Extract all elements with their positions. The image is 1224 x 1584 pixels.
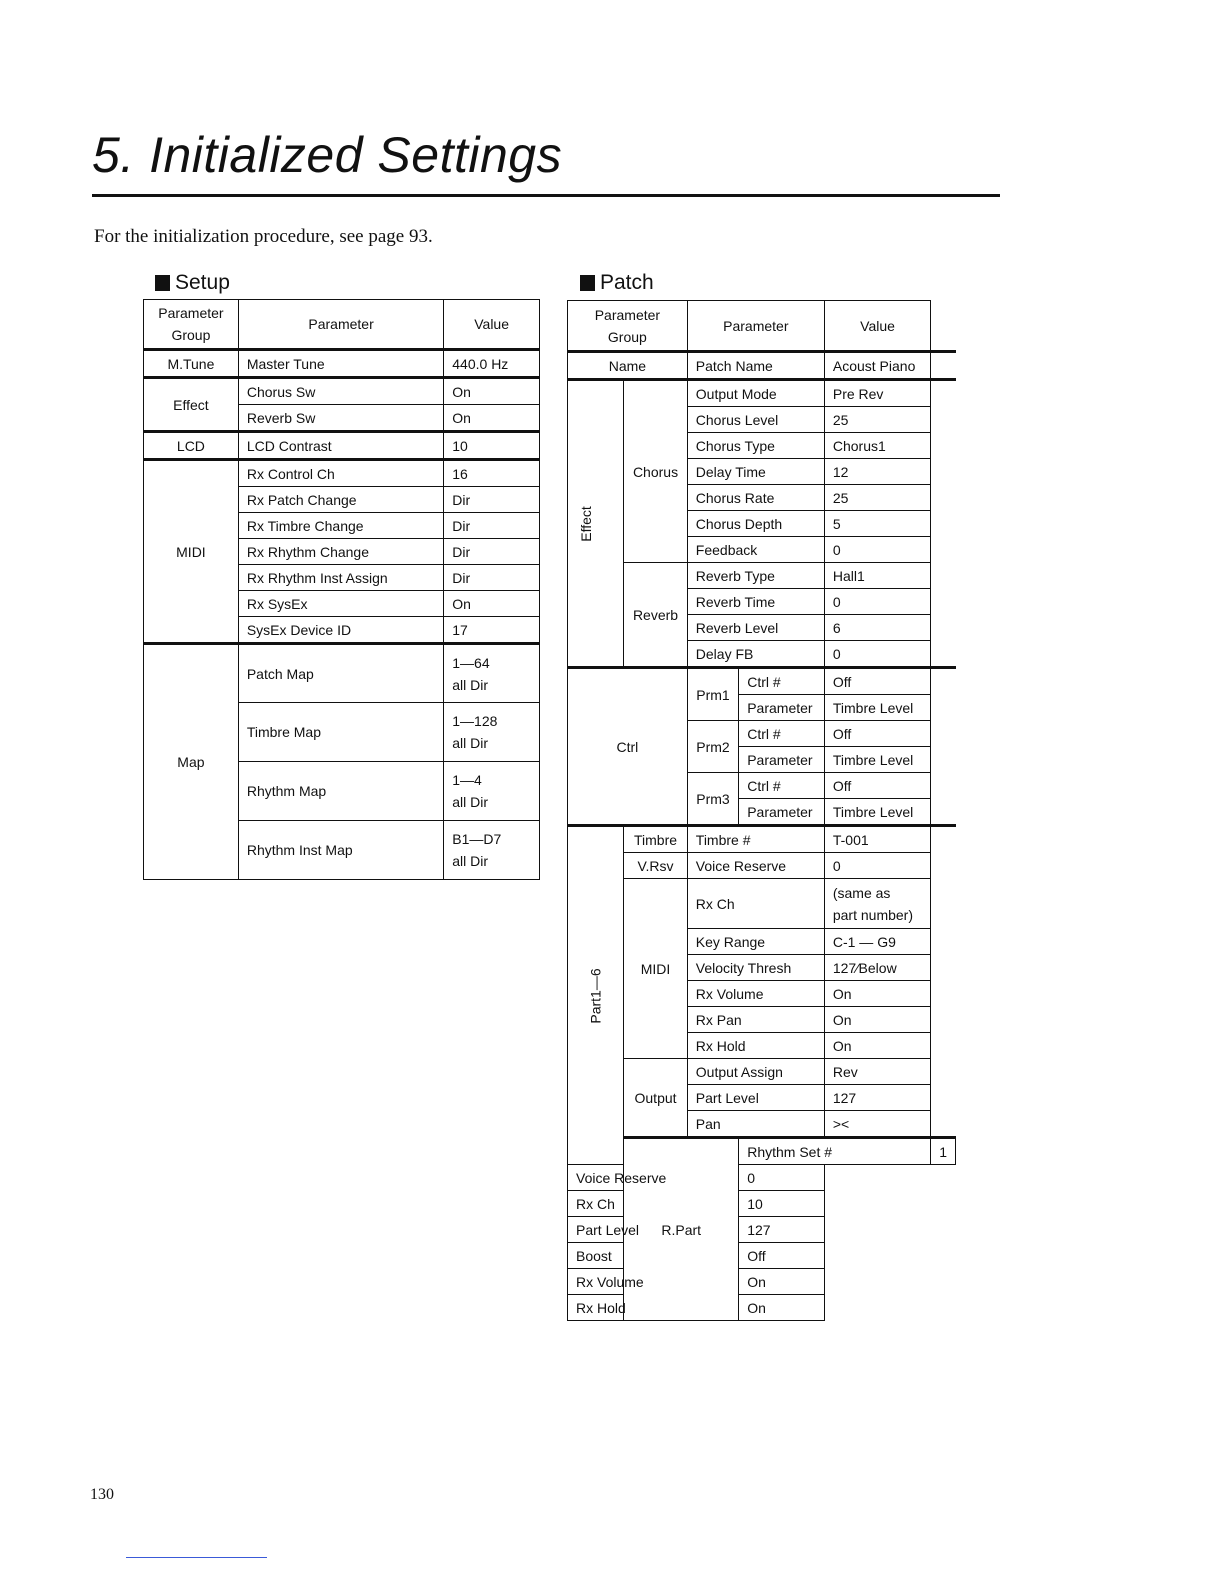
param-cell: Rx Rhythm Inst Assign — [238, 565, 443, 591]
value-cell — [444, 703, 540, 762]
effect-vertical-label — [568, 380, 624, 668]
value-cell: 127⁄Below — [824, 955, 930, 981]
value-cell — [444, 821, 540, 880]
value-cell: On — [739, 1295, 825, 1321]
param-cell: Rhythm Set # — [739, 1138, 931, 1165]
value-cell: On — [824, 1007, 930, 1033]
param-cell: Rx SysEx — [238, 591, 443, 617]
param-cell: Feedback — [687, 537, 824, 563]
param-cell: Reverb Sw — [238, 405, 443, 432]
param-cell: Rx Hold — [568, 1295, 688, 1321]
param-cell: Part Level — [568, 1217, 688, 1243]
patch-heading-text: Patch — [600, 271, 654, 294]
prm-label: Prm2 — [687, 721, 738, 773]
value-cell: Dir — [444, 487, 540, 513]
param-cell: Chorus Type — [687, 433, 824, 459]
value-cell: On — [824, 1033, 930, 1059]
value-cell: 5 — [824, 511, 930, 537]
param-cell: Part Level — [687, 1085, 824, 1111]
group-part-midi: MIDI — [624, 879, 688, 1059]
param-cell: Key Range — [687, 929, 824, 955]
value-line: all Dir — [452, 853, 489, 869]
value-cell: 0 — [824, 537, 930, 563]
param-cell: Delay FB — [687, 641, 824, 668]
part-vertical-label — [568, 826, 624, 1165]
param-cell: Rhythm Inst Map — [238, 821, 443, 880]
param-cell: Output Assign — [687, 1059, 824, 1085]
value-line: all Dir — [452, 676, 489, 693]
value-cell: Rev — [824, 1059, 930, 1085]
value-line: 1—4 — [452, 772, 482, 788]
value-cell: 6 — [824, 615, 930, 641]
param-cell: Patch Name — [687, 352, 824, 380]
header-parameter-group: Parameter Group — [144, 300, 239, 350]
value-cell: On — [444, 405, 540, 432]
value-cell: >< — [824, 1111, 930, 1138]
param-cell: SysEx Device ID — [238, 617, 443, 644]
part-label-text: Part1—6 — [587, 967, 604, 1024]
value-cell: 10 — [444, 432, 540, 460]
param-cell: Rx Rhythm Change — [238, 539, 443, 565]
value-cell: Timbre Level — [824, 695, 930, 721]
group-reverb: Reverb — [624, 563, 688, 668]
header-parameter: Parameter — [687, 301, 824, 352]
value-line: part number) — [832, 906, 914, 923]
group-vrsv: V.Rsv — [624, 853, 688, 879]
value-cell: Pre Rev — [824, 380, 930, 407]
title-rule — [92, 194, 1000, 197]
group-name: Name — [568, 352, 688, 380]
patch-table — [567, 300, 956, 1321]
param-cell: Chorus Sw — [238, 378, 443, 405]
value-cell: Timbre Level — [824, 747, 930, 773]
param-cell: Ctrl # — [739, 721, 825, 747]
param-cell: Voice Reserve — [568, 1165, 688, 1191]
value-cell: 17 — [444, 617, 540, 644]
header-parameter: Parameter — [238, 300, 443, 350]
value-cell: Dir — [444, 565, 540, 591]
value-cell: Off — [739, 1243, 825, 1269]
value-cell: On — [444, 378, 540, 405]
header-parameter-group: Parameter Group — [568, 301, 688, 352]
intro-text: For the initialization procedure, see page 93. — [94, 226, 433, 247]
page-number: 130 — [90, 1486, 114, 1503]
value-cell: On — [444, 591, 540, 617]
param-cell: Rx Hold — [687, 1033, 824, 1059]
param-cell: Rx Pan — [687, 1007, 824, 1033]
prm-label: Prm1 — [687, 668, 738, 721]
footer-line — [126, 1557, 267, 1558]
value-cell — [444, 762, 540, 821]
value-line: 1—64 — [452, 654, 490, 671]
value-cell — [444, 644, 540, 703]
setup-table — [143, 299, 540, 880]
param-cell: Rx Control Ch — [238, 460, 443, 487]
value-line: all Dir — [452, 794, 489, 810]
group-midi: MIDI — [144, 460, 239, 644]
param-cell: Parameter — [739, 695, 825, 721]
bullet-square-icon — [580, 275, 595, 291]
param-cell: Pan — [687, 1111, 824, 1138]
value-cell: 127 — [824, 1085, 930, 1111]
setup-heading — [155, 271, 230, 295]
param-cell: Velocity Thresh — [687, 955, 824, 981]
header-value: Value — [824, 301, 930, 352]
param-cell: Patch Map — [238, 644, 443, 703]
param-cell: Ctrl # — [739, 773, 825, 799]
value-line: (same as — [832, 884, 891, 901]
value-cell — [824, 879, 930, 929]
value-line: all Dir — [452, 735, 489, 751]
param-cell: Rhythm Map — [238, 762, 443, 821]
value-cell: Hall1 — [824, 563, 930, 589]
param-cell: Reverb Type — [687, 563, 824, 589]
value-cell: 10 — [739, 1191, 825, 1217]
value-cell: 127 — [739, 1217, 825, 1243]
param-cell: Chorus Depth — [687, 511, 824, 537]
param-cell: Parameter — [739, 799, 825, 826]
param-cell: Boost — [568, 1243, 688, 1269]
value-cell: 0 — [739, 1165, 825, 1191]
value-cell: Dir — [444, 513, 540, 539]
value-cell: Off — [824, 721, 930, 747]
value-cell: C-1 — G9 — [824, 929, 930, 955]
group-timbre: Timbre — [624, 826, 688, 853]
value-cell: 1 — [931, 1138, 956, 1165]
param-cell: Voice Reserve — [687, 853, 824, 879]
param-cell: Ctrl # — [739, 668, 825, 695]
param-cell: Timbre Map — [238, 703, 443, 762]
value-cell: Timbre Level — [824, 799, 930, 826]
group-chorus: Chorus — [624, 380, 688, 563]
value-line: B1—D7 — [452, 831, 502, 847]
value-cell: Dir — [444, 539, 540, 565]
value-cell: Off — [824, 668, 930, 695]
param-cell: Reverb Level — [687, 615, 824, 641]
param-cell: Reverb Time — [687, 589, 824, 615]
value-cell: On — [739, 1269, 825, 1295]
param-cell: Rx Timbre Change — [238, 513, 443, 539]
param-cell: Rx Ch — [687, 879, 824, 929]
value-cell: Off — [824, 773, 930, 799]
value-cell: On — [824, 981, 930, 1007]
param-cell: Rx Ch — [568, 1191, 688, 1217]
setup-heading-text: Setup — [175, 271, 230, 294]
value-cell: Chorus1 — [824, 433, 930, 459]
value-cell: Acoust Piano — [824, 352, 930, 380]
param-cell: Rx Volume — [687, 981, 824, 1007]
value-cell: 440.0 Hz — [444, 350, 540, 378]
value-cell: 0 — [824, 641, 930, 668]
value-cell: 0 — [824, 589, 930, 615]
group-mtune: M.Tune — [144, 350, 239, 378]
page-title: 5. Initialized Settings — [92, 127, 563, 183]
param-cell: Master Tune — [238, 350, 443, 378]
param-cell: Parameter — [739, 747, 825, 773]
effect-label-text: Effect — [577, 505, 594, 542]
param-cell: Rx Volume — [568, 1269, 688, 1295]
param-cell: Rx Patch Change — [238, 487, 443, 513]
value-cell: 12 — [824, 459, 930, 485]
value-cell: 25 — [824, 485, 930, 511]
value-cell: 16 — [444, 460, 540, 487]
group-effect: Effect — [144, 378, 239, 432]
group-lcd: LCD — [144, 432, 239, 460]
prm-label: Prm3 — [687, 773, 738, 826]
param-cell: Chorus Level — [687, 407, 824, 433]
group-ctrl: Ctrl — [568, 668, 688, 826]
param-cell: Output Mode — [687, 380, 824, 407]
header-value: Value — [444, 300, 540, 350]
group-output: Output — [624, 1059, 688, 1138]
group-rpart: R.Part — [624, 1138, 739, 1321]
value-line: 1—128 — [452, 713, 498, 729]
value-cell: 0 — [824, 853, 930, 879]
param-cell: LCD Contrast — [238, 432, 443, 460]
patch-heading — [580, 271, 654, 295]
param-cell: Chorus Rate — [687, 485, 824, 511]
param-cell: Timbre # — [687, 826, 824, 853]
value-cell: 25 — [824, 407, 930, 433]
param-cell: Delay Time — [687, 459, 824, 485]
group-map: Map — [144, 644, 239, 880]
bullet-square-icon — [155, 275, 170, 291]
value-cell: T-001 — [824, 826, 930, 853]
